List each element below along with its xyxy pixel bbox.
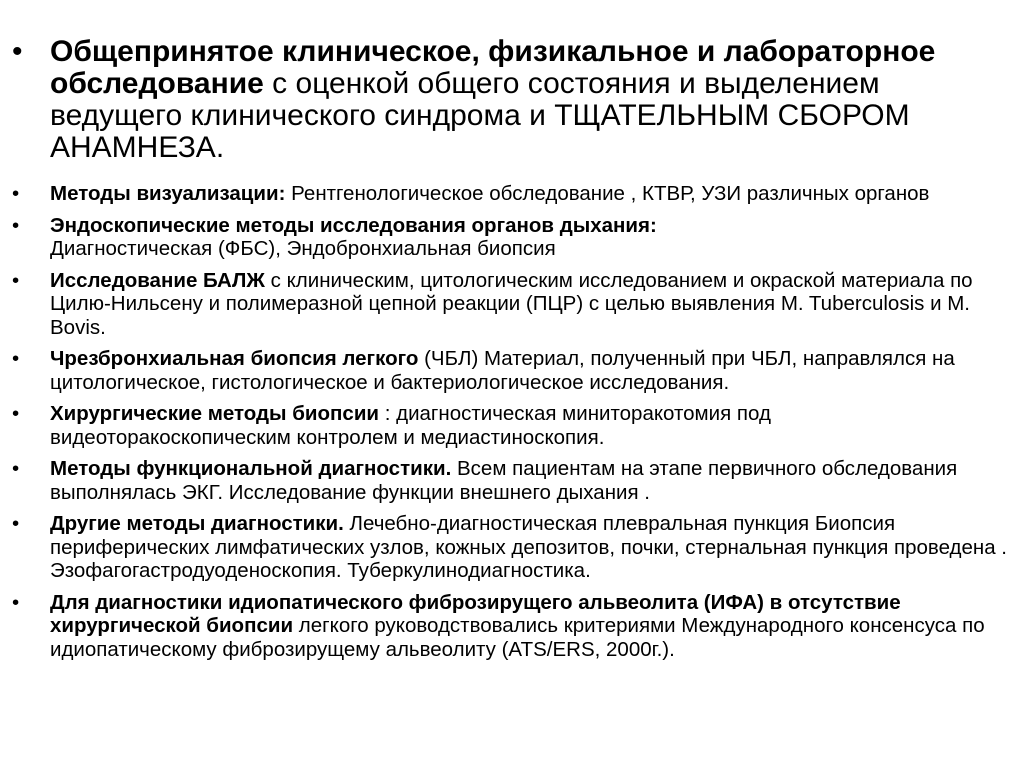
item-heading: Другие методы диагностики. xyxy=(50,512,344,535)
list-item-imaging xyxy=(0,182,1024,206)
item-text: Лечебно-диагностическая плевральная пункция Биопсия периферических лимфатических узлов, кожных депозитов, почки, стернальная пункция проведена . Эзофагогастродуоденоскопия. Туберкулинодиагностика. xyxy=(50,512,1007,582)
item-text: с оценкой общего состояния и выделением ведущего клинического синдрома и ТЩАТЕЛЬНЫМ СБОРОМ АНАМНЕЗА. xyxy=(50,67,910,164)
bullet-icon: • xyxy=(12,268,20,292)
item-text: Диагностическая (ФБС), Эндобронхиальная биопсия xyxy=(50,237,556,260)
list-item-surgical-biopsy xyxy=(0,402,1024,449)
list-item-functional-diagnostics xyxy=(0,457,1024,504)
bullet-icon: • xyxy=(12,182,20,205)
item-text: : диагностическая миниторакотомия под видеоторакоскопическим контролем и медиастиноскопия. xyxy=(50,402,771,449)
bullet-icon: • xyxy=(12,213,20,237)
item-heading: Общепринятое клиническое, физикальное и лабораторное обследование xyxy=(50,35,936,100)
list-item-transbronchial-biopsy xyxy=(0,347,1024,394)
item-heading: Исследование БАЛЖ xyxy=(50,268,265,292)
item-text: Всем пациентам на этапе первичного обследования выполнялась ЭКГ. Исследование функции внешнего дыхания . xyxy=(50,457,958,504)
item-text: легкого руководствовались критериями Международного консенсуса по идиопатическому фиброзирущему альвеолиту (ATS/ERS, 2000г.). xyxy=(50,614,985,661)
bullet-list xyxy=(0,36,1024,669)
bullet-icon: • xyxy=(12,457,20,480)
bullet-icon: • xyxy=(12,347,20,370)
item-heading: Для диагностики идиопатического фиброзирущего альвеолита (ИФА) в отсутствие хирургической биопсии xyxy=(50,590,901,637)
item-text: Рентгенологическое обследование , КТВР, УЗИ различных органов xyxy=(285,182,930,205)
item-heading: Эндоскопические методы исследования органов дыхания: xyxy=(50,213,657,237)
list-item-other-methods xyxy=(0,512,1024,583)
list-item-general-exam xyxy=(0,36,1024,164)
item-text: (ЧБЛ) Материал, полученный при ЧБЛ, направлялся на цитологическое, гистологическое и бактериологическое исследования. xyxy=(50,347,955,394)
item-heading: Методы визуализации: xyxy=(50,182,286,205)
list-item-endoscopy xyxy=(0,214,1024,261)
item-heading: Чрезбронхиальная биопсия легкого xyxy=(50,347,419,370)
item-heading: Хирургические методы биопсии xyxy=(50,402,380,425)
item-text: с клиническим, цитологическим исследованием и окраской материала по Цилю-Нильсену и полимеразной цепной реакции (ПЦР) с целью выявления M. Tuberculosis и M. Bovis. xyxy=(50,268,973,339)
list-item-bal xyxy=(0,269,1024,340)
list-item-ifa-diagnostics xyxy=(0,591,1024,662)
bullet-icon: • xyxy=(12,35,23,68)
bullet-icon: • xyxy=(12,590,20,614)
bullet-icon: • xyxy=(12,402,20,425)
item-heading: Методы функциональной диагностики. xyxy=(50,457,452,480)
bullet-icon: • xyxy=(12,512,20,535)
